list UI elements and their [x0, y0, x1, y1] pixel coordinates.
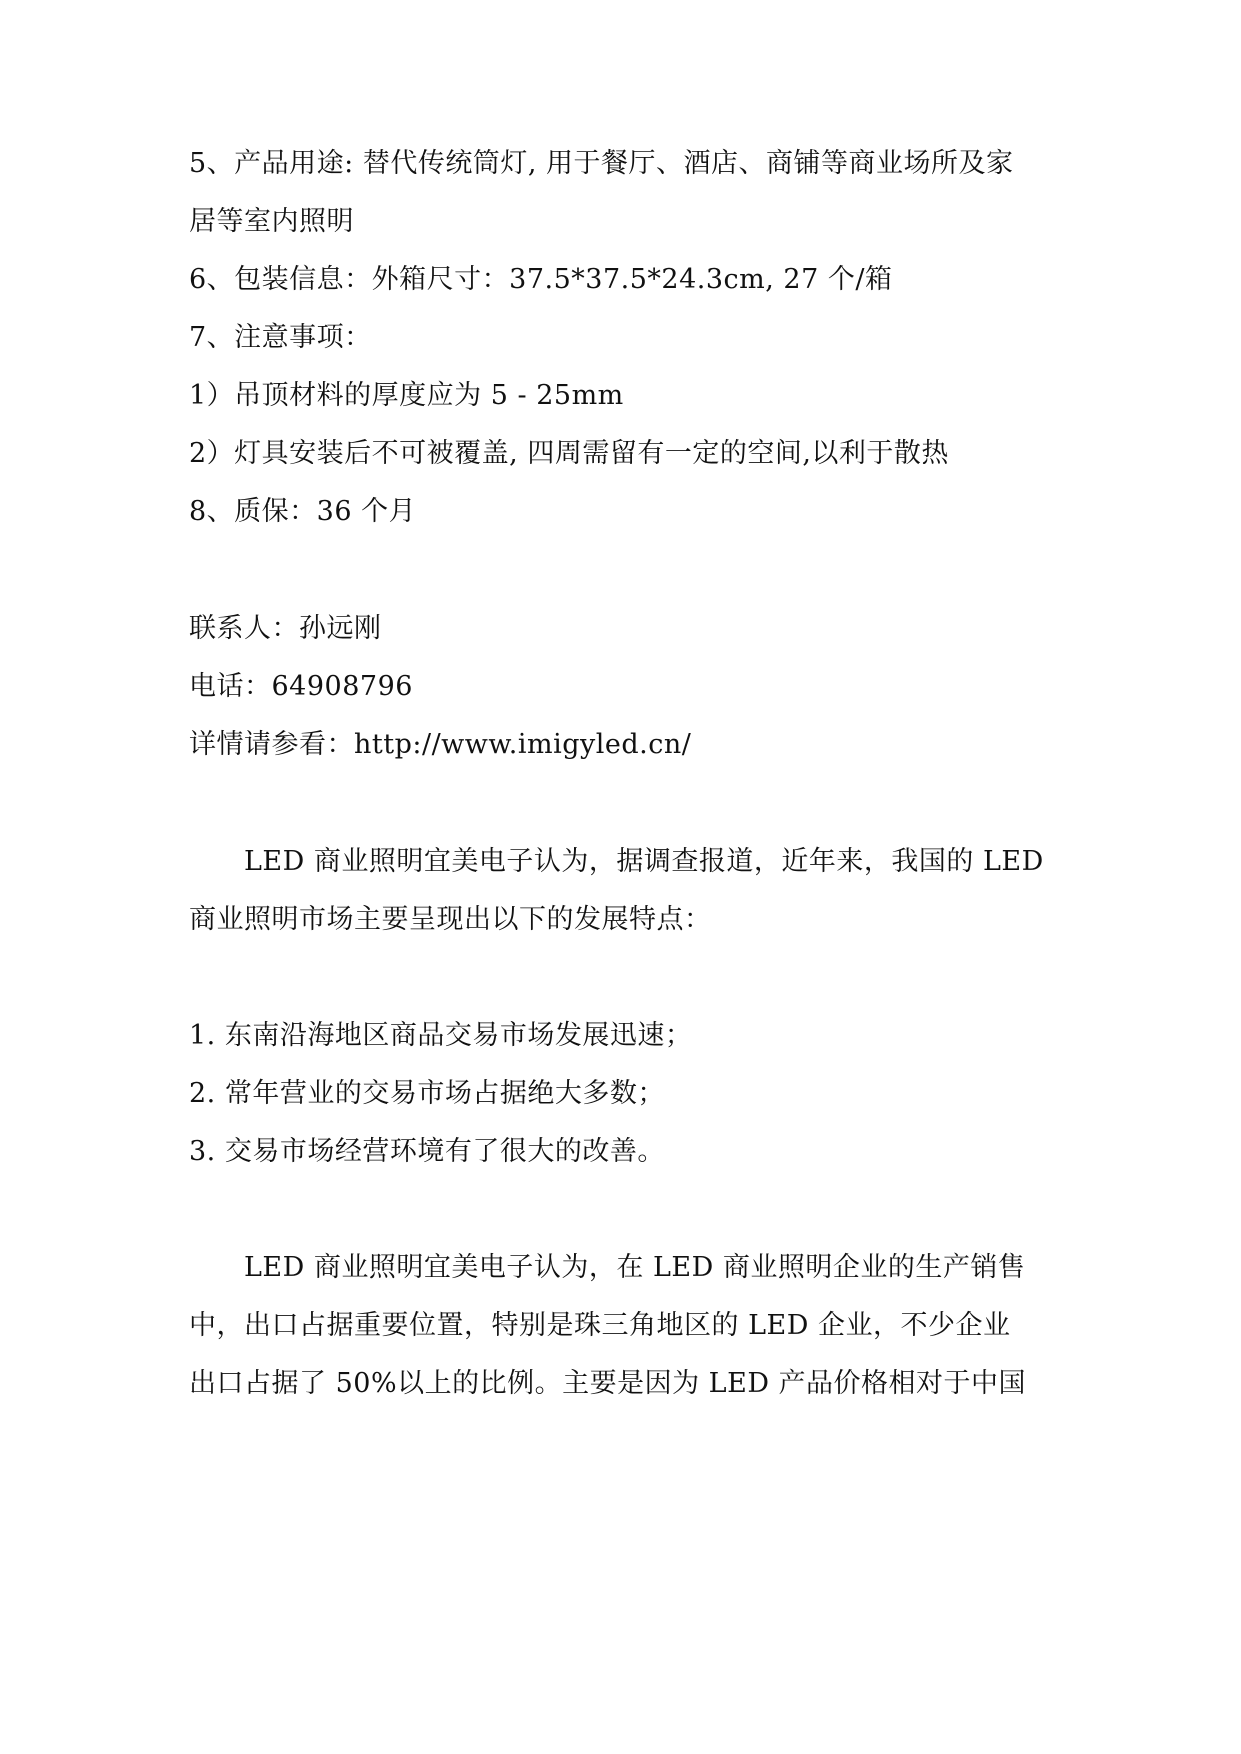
contact-phone: 电话：64908796: [189, 671, 413, 702]
notes-title: 7、注意事项：: [189, 322, 372, 353]
packing-info: 6、包装信息：外箱尺寸：37.5*37.5*24.3cm, 27 个/箱: [189, 264, 893, 295]
usage-line-2: 居等室内照明: [189, 206, 354, 237]
feature-item-2: 2. 常年营业的交易市场占据绝大多数；: [189, 1078, 665, 1109]
contact-person: 联系人：孙远刚: [189, 613, 382, 644]
usage-line-1: 5、产品用途: 替代传统筒灯, 用于餐厅、酒店、商铺等商业场所及家: [189, 148, 1014, 179]
note-1: 1）吊顶材料的厚度应为 5 - 25mm: [189, 380, 624, 411]
feature-item-1: 1. 东南沿海地区商品交易市场发展迅速；: [189, 1020, 693, 1051]
paragraph2-line-3: 出口占据了 50%以上的比例。主要是因为 LED 产品价格相对于中国: [189, 1368, 1027, 1399]
paragraph2-line-1: LED 商业照明宜美电子认为，在 LED 商业照明企业的生产销售: [244, 1252, 1026, 1283]
feature-item-3: 3. 交易市场经营环境有了很大的改善。: [189, 1136, 665, 1167]
paragraph1-line-2: 商业照明市场主要呈现出以下的发展特点：: [189, 904, 712, 935]
warranty: 8、质保：36 个月: [189, 496, 417, 527]
paragraph2-line-2: 中，出口占据重要位置，特别是珠三角地区的 LED 企业，不少企业: [189, 1310, 1011, 1341]
note-2: 2）灯具安装后不可被覆盖, 四周需留有一定的空间,以利于散热: [189, 438, 949, 469]
contact-details: 详情请参看：http://www.imigyled.cn/: [189, 729, 692, 760]
paragraph1-line-1: LED 商业照明宜美电子认为，据调查报道，近年来，我国的 LED: [244, 846, 1044, 877]
